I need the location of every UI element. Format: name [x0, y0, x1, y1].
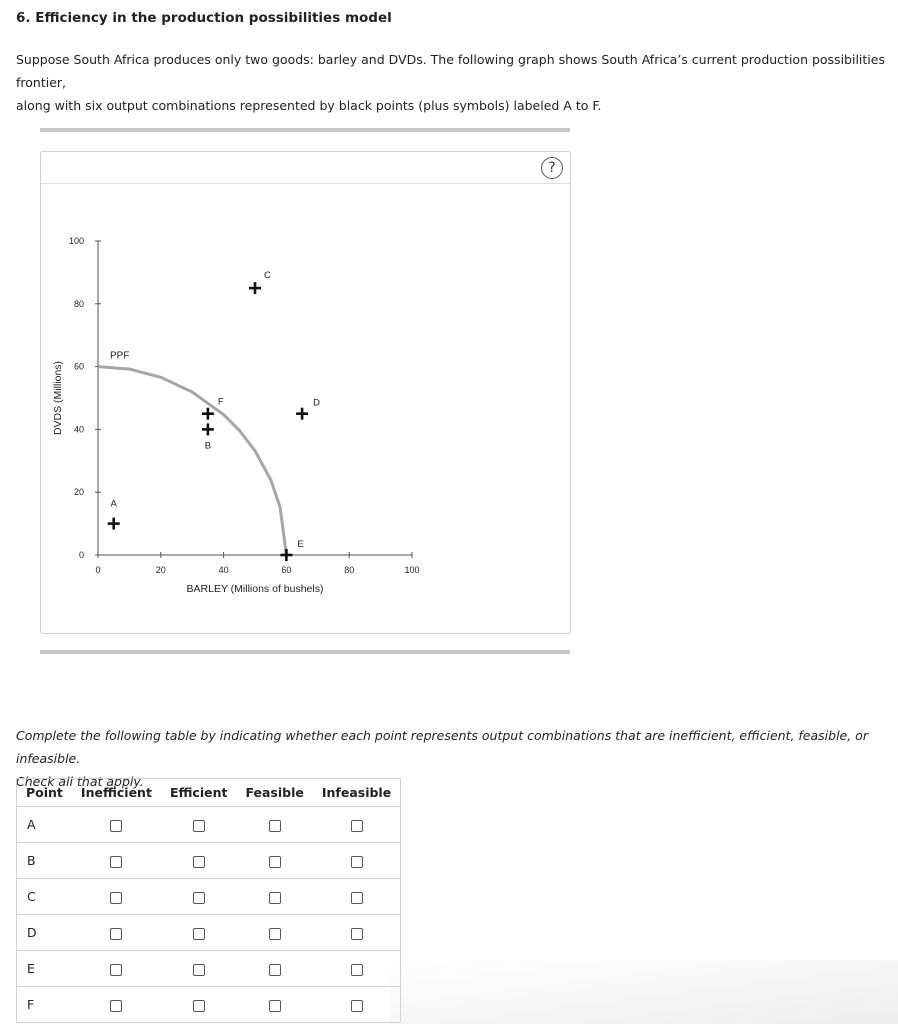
point-d-label: D — [313, 397, 320, 409]
y-tick-label: 80 — [73, 298, 84, 309]
y-tick-label: 20 — [73, 487, 84, 498]
checkbox-c-efficient[interactable] — [193, 892, 205, 904]
checkbox-f-inefficient[interactable] — [110, 1000, 122, 1012]
row-label-c: C — [17, 879, 72, 915]
row-label-a: A — [17, 807, 72, 843]
point-e-marker — [280, 549, 292, 561]
bottom-divider — [40, 650, 570, 654]
table-header-row — [17, 779, 401, 807]
checkbox-c-feasible[interactable] — [269, 892, 281, 904]
x-tick-label: 20 — [155, 565, 166, 575]
question-title: 6. Efficiency in the production possibilities model — [16, 10, 392, 26]
table-row — [17, 843, 401, 879]
checkbox-b-efficient[interactable] — [193, 856, 205, 868]
point-a-marker — [108, 518, 120, 530]
instructions-line-2: Check all that apply. — [16, 774, 144, 789]
header-feasible: Feasible — [236, 779, 312, 807]
table-row — [17, 915, 401, 951]
checkbox-e-efficient[interactable] — [193, 964, 205, 976]
x-tick-label: 40 — [218, 565, 229, 575]
y-tick-label: 0 — [78, 550, 84, 560]
question-intro — [16, 48, 896, 117]
checkbox-a-feasible[interactable] — [269, 820, 281, 832]
point-f-label: F — [217, 396, 224, 408]
graph-panel — [40, 151, 571, 634]
intro-line-1: Suppose South Africa produces only two goods: barley and DVDs. The following graph shows South Africa’s current production possibilities frontier, — [16, 52, 885, 90]
point-c-marker — [249, 282, 261, 294]
header-point: Point — [17, 779, 72, 807]
checkbox-b-infeasible[interactable] — [351, 856, 363, 868]
point-f-marker — [202, 408, 214, 420]
header-infeasible: Infeasible — [313, 779, 401, 807]
checkbox-d-inefficient[interactable] — [110, 928, 122, 940]
header-inefficient: Inefficient — [72, 779, 161, 807]
checkbox-f-efficient[interactable] — [193, 1000, 205, 1012]
x-tick-label: 0 — [95, 565, 101, 575]
y-tick-label: 60 — [73, 361, 84, 372]
point-e-label: E — [297, 539, 304, 550]
x-tick-label: 60 — [281, 565, 292, 575]
row-label-b: B — [17, 843, 72, 879]
checkbox-b-inefficient[interactable] — [110, 856, 122, 868]
top-divider — [40, 128, 570, 132]
intro-line-2: along with six output combinations represented by black points (plus symbols) labeled A to F. — [16, 98, 602, 113]
help-icon[interactable]: ? — [541, 157, 563, 179]
checkbox-e-infeasible[interactable] — [351, 964, 363, 976]
checkbox-e-feasible[interactable] — [269, 964, 281, 976]
x-tick-label: 80 — [344, 565, 355, 575]
row-label-d: D — [17, 915, 72, 951]
ppf-curve — [98, 367, 286, 555]
table-row — [17, 987, 401, 1023]
point-d-marker — [296, 408, 308, 420]
x-tick-label: 100 — [404, 565, 420, 575]
corner-shadow — [390, 960, 898, 1024]
checkbox-b-feasible[interactable] — [269, 856, 281, 868]
checkbox-d-efficient[interactable] — [193, 928, 205, 940]
ppf-chart — [41, 152, 570, 633]
y-axis-label: DVDS (Millions) — [52, 360, 64, 436]
checkbox-d-infeasible[interactable] — [351, 928, 363, 940]
row-label-e: E — [17, 951, 72, 987]
checkbox-f-feasible[interactable] — [269, 1000, 281, 1012]
x-axis-label: BARLEY (Millions of bushels) — [186, 583, 324, 595]
checkbox-c-inefficient[interactable] — [110, 892, 122, 904]
point-a-label: A — [110, 498, 117, 510]
checkbox-e-inefficient[interactable] — [110, 964, 122, 976]
table-row — [17, 951, 401, 987]
checkbox-a-inefficient[interactable] — [110, 820, 122, 832]
checkbox-d-feasible[interactable] — [269, 928, 281, 940]
checkbox-a-efficient[interactable] — [193, 820, 205, 832]
ppf-label: PPF — [110, 350, 130, 362]
row-label-f: F — [17, 987, 72, 1023]
table-row — [17, 807, 401, 843]
answer-table — [16, 778, 401, 1023]
checkbox-f-infeasible[interactable] — [351, 1000, 363, 1012]
y-tick-label: 100 — [68, 236, 84, 246]
point-b-label: B — [204, 440, 212, 452]
header-efficient: Efficient — [161, 779, 237, 807]
y-tick-label: 40 — [73, 424, 84, 435]
table-row — [17, 879, 401, 915]
point-b-marker — [202, 423, 214, 435]
point-c-label: C — [264, 270, 271, 282]
checkbox-a-infeasible[interactable] — [351, 820, 363, 832]
checkbox-c-infeasible[interactable] — [351, 892, 363, 904]
instructions-line-1: Complete the following table by indicating whether each point represents output combinations that are inefficient, efficient, feasible, or infeasible. — [16, 728, 868, 766]
